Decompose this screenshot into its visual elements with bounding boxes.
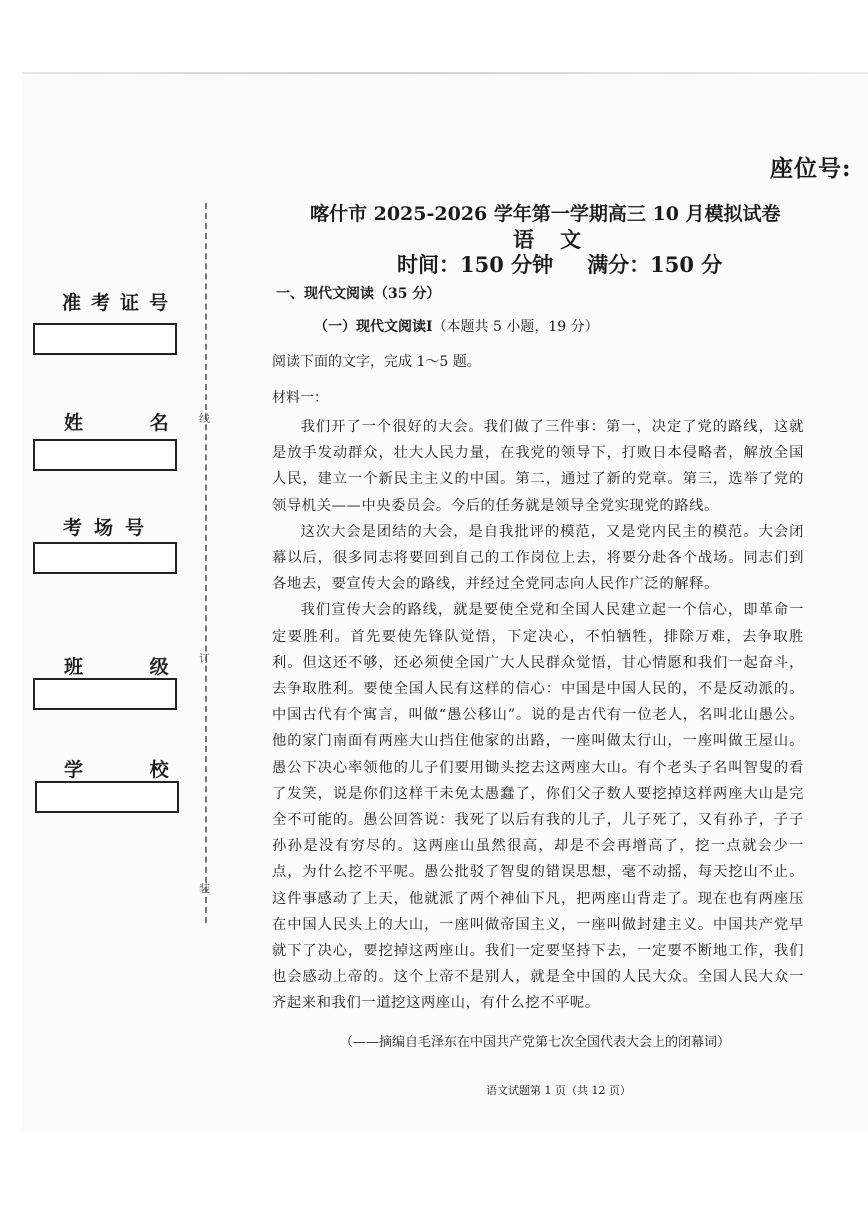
cut-mark-staple: 订 — [199, 652, 210, 665]
time-limit: 时间：150 分钟 — [397, 252, 554, 277]
school-field[interactable] — [35, 781, 179, 813]
cut-mark-line: 线 — [199, 412, 210, 425]
class-label: 班 级 — [64, 656, 199, 678]
page-footer: 语文试题第 1 页（共 12 页） — [486, 1084, 631, 1097]
subsection-heading — [314, 316, 599, 336]
name-label: 姓 名 — [64, 412, 199, 434]
section-heading: 一、现代文阅读（35 分） — [276, 286, 441, 302]
exam-title: 喀什市 2025-2026 学年第一学期高三 10 月模拟试卷 — [310, 203, 781, 225]
source-citation: （——摘编自毛泽东在中国共产党第七次全国代表大会上的闭幕词） — [340, 1035, 731, 1050]
name-field[interactable] — [33, 439, 177, 471]
material-text — [272, 414, 804, 1017]
seat-number-label: 座位号: — [770, 155, 852, 182]
time-score-line — [397, 249, 722, 279]
binding-cut-line — [205, 203, 207, 923]
exam-id-field[interactable] — [33, 323, 177, 355]
subject-title: 语文 — [513, 227, 607, 252]
paragraph: 我们开了一个很好的大会。我们做了三件事：第一，决定了党的路线，这就是放手发动群众，壮大人民力量，在我党的领导下，打败日本侵略者，解放全国人民，建立一个新民主主义的中国。第二，通过了新的党章。第三，选举了党的领导机关——中央委员会。今后的任务就是领导全党实现党的路线。 — [272, 419, 804, 514]
cut-mark-bind: 装 — [199, 882, 210, 895]
exam-room-field[interactable] — [33, 542, 177, 574]
full-score: 满分：150 分 — [587, 252, 723, 277]
reading-instruction: 阅读下面的文字，完成 1～5 题。 — [272, 354, 481, 370]
exam-room-label: 考场号 — [63, 517, 157, 539]
class-field[interactable] — [33, 678, 177, 710]
school-label: 学 校 — [64, 759, 199, 781]
paragraph: 这次大会是团结的大会，是自我批评的模范，又是党内民主的模范。大会闭幕以后，很多同志将要回到自己的工作岗位上去，将要分赴各个战场。同志们到各地去，要宣传大会的路线，并经过全党同志向人民作广泛的解释。 — [272, 523, 804, 593]
subsection-note: （本题共 5 小题，19 分） — [432, 319, 599, 335]
material-label: 材料一： — [272, 390, 328, 406]
exam-id-label: 准考证号 — [62, 292, 179, 314]
subsection-title: （一）现代文阅读Ⅰ — [314, 319, 433, 335]
paragraph: 我们宣传大会的路线，就是要使全党和全国人民建立起一个信心，即革命一定要胜利。首先要使先锋队觉悟，下定决心，不怕牺牲，排除万难，去争取胜利。但这还不够，还必须使全国广大人民群众觉悟，甘心情愿和我们一起奋斗，去争取胜利。要使全国人民有这样的信心：中国是中国人民的，不是反动派的。中国古代有个寓言，叫做“愚公移山”。说的是古代有一位老人，名叫北山愚公。他的家门南面有两座大山挡住他家的出路，一座叫做太行山，一座叫做王屋山。愚公下决心率领他的儿子们要用锄头挖去这两座大山。有个老头子名叫智叟的看了发笑，说是你们这样干未免太愚蠢了，你们父子数人要挖掉这样两座大山是完全不可能的。愚公回答说：我死了以后有我的儿子，儿子死了，又有孙子，子子孙孙是没有穷尽的。这两座山虽然很高，却是不会再增高了，挖一点就会少一点，为什么挖不平呢。愚公批驳了智叟的错误思想，毫不动摇，每天挖山不止。这件事感动了上天，他就派了两个神仙下凡，把两座山背走了。现在也有两座压在中国人民头上的大山，一座叫做帝国主义，一座叫做封建主义。中国共产党早就下了决心，要挖掉这两座山。我们一定要坚持下去，一定要不断地工作，我们也会感动上帝的。这个上帝不是别人，就是全中国的人民大众。全国人民大众一齐起来和我们一道挖这两座山，有什么挖不平呢。 — [272, 602, 804, 1012]
